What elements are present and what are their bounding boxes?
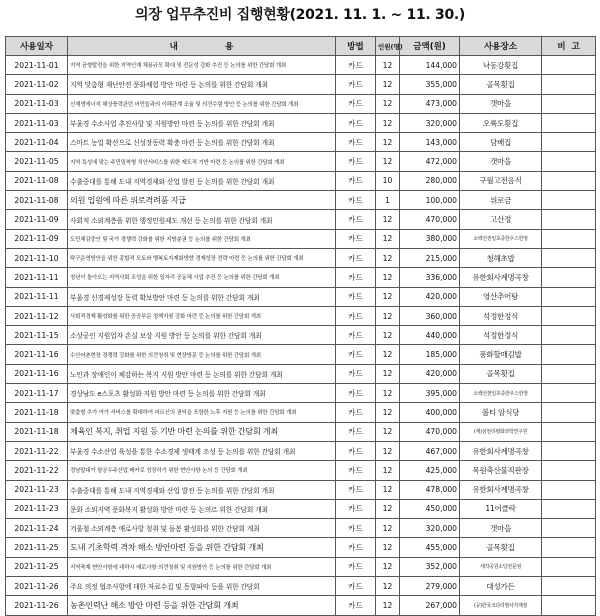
people-cell: 12 (376, 248, 400, 267)
place-cell: 볼티 암식당 (460, 403, 542, 422)
header-place: 사용장소 (460, 37, 542, 56)
method-cell: 카드 (336, 499, 376, 518)
note-cell (542, 364, 596, 383)
content-cell: 맞춤형 추가 여가 서비스를 확대하여 어르신의 권익을 포함한 노후 지원 등 논의를 위한 간담회 개최 (68, 403, 336, 422)
date-cell: 2021-11-22 (6, 461, 68, 480)
header-note: 비 고 (542, 37, 596, 56)
content-cell: 소상공인 지원업자 손실 보상 지원 방안 등 논의를 위한 간담회 개최 (68, 326, 336, 345)
content-cell: 도민체감중인 및 국가 경쟁력 강화를 위한 지방분권 등 논의를 위한 간담회 개최 (68, 229, 336, 248)
place-cell: 유한회사계명곡창 (460, 441, 542, 460)
note-cell (542, 152, 596, 171)
date-cell: 2021-11-22 (6, 441, 68, 460)
table-row (6, 538, 596, 557)
date-cell: 2021-11-25 (6, 557, 68, 576)
method-cell: 카드 (336, 75, 376, 94)
method-cell: 카드 (336, 268, 376, 287)
method-cell: 카드 (336, 364, 376, 383)
people-cell: 12 (376, 94, 400, 113)
content-cell: 사회적 소외계층을 위한 행정민원제도 개선 등 논의를 위한 간담회 개최 (68, 210, 336, 229)
method-cell: 카드 (336, 171, 376, 190)
method-cell: 카드 (336, 56, 376, 75)
people-cell: 12 (376, 519, 400, 538)
note-cell (542, 113, 596, 132)
amount-cell: 185,000 (400, 345, 460, 364)
note-cell (542, 210, 596, 229)
method-cell: 카드 (336, 152, 376, 171)
amount-cell: 472,000 (400, 152, 460, 171)
people-cell: 12 (376, 113, 400, 132)
amount-cell: 420,000 (400, 287, 460, 306)
content-cell: 경남말대가 항공우주산업 메카로 성장하기 위한 현안사항 논의 등 간담회 개최 (68, 461, 336, 480)
amount-cell: 144,000 (400, 56, 460, 75)
place-cell: (재)삼천리평화과학연구원 (460, 422, 542, 441)
method-cell: 카드 (336, 403, 376, 422)
content-cell: 지역 맞춤형 재난안전 문화체험 방안 마련 등 논의를 위한 간담회 개최 (68, 75, 336, 94)
people-cell: 12 (376, 229, 400, 248)
note-cell (542, 441, 596, 460)
people-cell: 12 (376, 268, 400, 287)
method-cell: 카드 (336, 519, 376, 538)
table-row (6, 557, 596, 576)
amount-cell: 355,000 (400, 75, 460, 94)
method-cell: 카드 (336, 287, 376, 306)
date-cell: 2021-11-04 (6, 133, 68, 152)
method-cell: 카드 (336, 384, 376, 403)
header-method: 방법 (336, 37, 376, 56)
place-cell: 목원축산물직판장 (460, 461, 542, 480)
table-row (6, 210, 596, 229)
date-cell: 2021-11-09 (6, 210, 68, 229)
note-cell (542, 345, 596, 364)
place-cell: 소백산천일호증한우스한정 (460, 229, 542, 248)
table-row (6, 133, 596, 152)
table-body (6, 56, 596, 616)
amount-cell: 320,000 (400, 519, 460, 538)
place-cell: 갯마을 (460, 152, 542, 171)
note-cell (542, 596, 596, 615)
people-cell: 12 (376, 75, 400, 94)
date-cell: 2021-11-10 (6, 248, 68, 267)
content-cell: 의원 입원에 따른 위로격려품 지급 (68, 191, 336, 210)
note-cell (542, 384, 596, 403)
people-cell: 12 (376, 596, 400, 615)
note-cell (542, 56, 596, 75)
date-cell: 2021-11-03 (6, 94, 68, 113)
table-row (6, 326, 596, 345)
table-row (6, 75, 596, 94)
amount-cell: 478,000 (400, 480, 460, 499)
method-cell: 카드 (336, 306, 376, 325)
date-cell: 2021-11-16 (6, 364, 68, 383)
date-cell: 2021-11-08 (6, 191, 68, 210)
content-cell: 청년이 돌아오는 지역사회 조성을 위한 일자리 공동체 사업 추진 등 논의를 위한 간담회 개최 (68, 268, 336, 287)
people-cell: 12 (376, 152, 400, 171)
expense-table (5, 36, 596, 616)
content-cell: 경상남도 e스포츠 활성화 지원 방안 마련 등 논의를 위한 간담회 개최 (68, 384, 336, 403)
amount-cell: 470,000 (400, 422, 460, 441)
place-cell: 담배집 (460, 133, 542, 152)
table-row (6, 94, 596, 113)
amount-cell: 352,000 (400, 557, 460, 576)
people-cell: 12 (376, 326, 400, 345)
people-cell: 12 (376, 499, 400, 518)
place-cell: 소백산천일호증한우스한정 (460, 384, 542, 403)
place-cell: 청해초밥 (460, 248, 542, 267)
table-row (6, 364, 596, 383)
content-cell: 지역축제 현안사항에 대하시 애로사항 의견청취 및 지원방안 등 논의를 위한 간담회 개최 (68, 557, 336, 576)
header-row (6, 37, 596, 56)
place-cell: 세작공원소당전문점 (460, 557, 542, 576)
method-cell: 카드 (336, 538, 376, 557)
content-cell: 겨울철 소외계층 애로사항 청취 및 돌봄 활성화를 위한 간담회 개최 (68, 519, 336, 538)
people-cell: 12 (376, 210, 400, 229)
content-cell: 지역 특성에 맞는 주민밀착형 치안서비스를 위한 제도적 기반 마련 등 논의를 위한 간담회 개최 (68, 152, 336, 171)
note-cell (542, 287, 596, 306)
note-cell (542, 422, 596, 441)
note-cell (542, 461, 596, 480)
method-cell: 카드 (336, 210, 376, 229)
content-cell: 농촌인력난 해소 방안 마련 등을 위한 간담회 개최 (68, 596, 336, 615)
place-cell: 대성가든 (460, 577, 542, 596)
people-cell: 12 (376, 287, 400, 306)
note-cell (542, 480, 596, 499)
place-cell: 유한회사계명곡창 (460, 268, 542, 287)
place-cell: 골목횟집 (460, 364, 542, 383)
table-row (6, 113, 596, 132)
method-cell: 카드 (336, 557, 376, 576)
place-cell: 갯마을 (460, 519, 542, 538)
method-cell: 카드 (336, 461, 376, 480)
table-row (6, 596, 596, 615)
people-cell: 12 (376, 384, 400, 403)
people-cell: 12 (376, 133, 400, 152)
amount-cell: 467,000 (400, 441, 460, 460)
content-cell: 탁구운영방안을 위한 종합적 모토와 행복토지제화방향 경제성장 전략 마련 등 논의를 위한 간담회 개최 (68, 248, 336, 267)
amount-cell: 336,000 (400, 268, 460, 287)
content-cell: 도내 기초학력 격차 해소 방안마련 등을 위한 간담회 개최 (68, 538, 336, 557)
content-cell: 문화 소외지역 문화복지 활성화 방안 마련 등 논의르 위한 간담회 개최 (68, 499, 336, 518)
content-cell: 주요 의정 협조사항에 대한 자료수집 및 동향파악 등을 위한 간담회 (68, 577, 336, 596)
place-cell: 골목횟집 (460, 75, 542, 94)
date-cell: 2021-11-26 (6, 577, 68, 596)
place-cell: 갯마을 (460, 94, 542, 113)
people-cell: 12 (376, 538, 400, 557)
place-cell: 유한회사계명곡창 (460, 480, 542, 499)
date-cell: 2021-11-23 (6, 480, 68, 499)
people-cell: 12 (376, 441, 400, 460)
note-cell (542, 171, 596, 190)
place-cell: 골목횟집 (460, 538, 542, 557)
note-cell (542, 75, 596, 94)
table-row (6, 499, 596, 518)
table-row (6, 345, 596, 364)
people-cell: 12 (376, 461, 400, 480)
table-row (6, 384, 596, 403)
date-cell: 2021-11-25 (6, 538, 68, 557)
table-row (6, 56, 596, 75)
place-cell: 풍화할매김밥 (460, 345, 542, 364)
date-cell: 2021-11-12 (6, 306, 68, 325)
place-cell: 고산정 (460, 210, 542, 229)
note-cell (542, 326, 596, 345)
people-cell: 12 (376, 364, 400, 383)
amount-cell: 279,000 (400, 577, 460, 596)
people-cell: 1 (376, 191, 400, 210)
date-cell: 2021-11-16 (6, 345, 68, 364)
people-cell: 12 (376, 403, 400, 422)
method-cell: 카드 (336, 229, 376, 248)
method-cell: 카드 (336, 441, 376, 460)
note-cell (542, 499, 596, 518)
content-cell: 사회적경제 활성화를 위한 공공부문 정책지원 강화 마련 등 논의를 위한 간담회 개최 (68, 306, 336, 325)
table-row (6, 171, 596, 190)
table-row (6, 268, 596, 287)
place-cell: 구월고전음식 (460, 171, 542, 190)
amount-cell: 215,000 (400, 248, 460, 267)
date-cell: 2021-11-24 (6, 519, 68, 538)
place-cell: 석정한정식 (460, 326, 542, 345)
people-cell: 12 (376, 345, 400, 364)
note-cell (542, 577, 596, 596)
table-row (6, 519, 596, 538)
place-cell: 11어클락 (460, 499, 542, 518)
table-row (6, 577, 596, 596)
amount-cell: 473,000 (400, 94, 460, 113)
amount-cell: 395,000 (400, 384, 460, 403)
amount-cell: 425,000 (400, 461, 460, 480)
note-cell (542, 94, 596, 113)
method-cell: 카드 (336, 191, 376, 210)
header-date: 사용일자 (6, 37, 68, 56)
date-cell: 2021-11-18 (6, 422, 68, 441)
content-cell: 수출중대를 통해 도내 지역경제와 산업 발전 등 논의를 위한 간담회 개최 (68, 480, 336, 499)
amount-cell: 440,000 (400, 326, 460, 345)
amount-cell: 455,000 (400, 538, 460, 557)
amount-cell: 420,000 (400, 364, 460, 383)
header-people: 인원(명) (376, 37, 400, 56)
header-content: 내 용 (68, 37, 336, 56)
note-cell (542, 306, 596, 325)
date-cell: 2021-11-26 (6, 596, 68, 615)
people-cell: 12 (376, 422, 400, 441)
note-cell (542, 133, 596, 152)
date-cell: 2021-11-11 (6, 268, 68, 287)
page-title: 의장 업무추진비 집행현황(2021. 11. 1. ~ 11. 30.) (134, 7, 466, 23)
people-cell: 12 (376, 557, 400, 576)
date-cell: 2021-11-17 (6, 384, 68, 403)
note-cell (542, 538, 596, 557)
method-cell: 카드 (336, 133, 376, 152)
people-cell: 12 (376, 306, 400, 325)
date-cell: 2021-11-05 (6, 152, 68, 171)
date-cell: 2021-11-01 (6, 56, 68, 75)
header-amount: 금액(원) (400, 37, 460, 56)
place-cell: 낙동강횟집 (460, 56, 542, 75)
amount-cell: 380,000 (400, 229, 460, 248)
table-row (6, 441, 596, 460)
method-cell: 카드 (336, 326, 376, 345)
method-cell: 카드 (336, 94, 376, 113)
content-cell: 부울경 신경제성장 동력 확보방안 마련 등 논의를 위한 간담회 개최 (68, 287, 336, 306)
content-cell: 노인과 장애인이 체감하는 복지 지원 방안 마련 등 논의를 위한 간담회 개최 (68, 364, 336, 383)
date-cell: 2021-11-09 (6, 229, 68, 248)
table-row (6, 480, 596, 499)
method-cell: 카드 (336, 577, 376, 596)
date-cell: 2021-11-18 (6, 403, 68, 422)
amount-cell: 450,000 (400, 499, 460, 518)
method-cell: 카드 (336, 345, 376, 364)
content-cell: 수산어촌현장 경쟁력 강화를 위한 의견청취 및 현장방문 등 논의를 위한 간담회 개최 (68, 345, 336, 364)
amount-cell: 267,000 (400, 596, 460, 615)
note-cell (542, 519, 596, 538)
note-cell (542, 557, 596, 576)
table-row (6, 287, 596, 306)
note-cell (542, 248, 596, 267)
table-row (6, 422, 596, 441)
table-row (6, 229, 596, 248)
place-cell: (공)한국코다리찜사지계점 (460, 596, 542, 615)
content-cell: 부울경 수소산업 육성을 통한 수소경제 생태계 조성 등 논의를 위한 간담회 개최 (68, 441, 336, 460)
amount-cell: 470,000 (400, 210, 460, 229)
amount-cell: 280,000 (400, 171, 460, 190)
amount-cell: 100,000 (400, 191, 460, 210)
note-cell (542, 229, 596, 248)
place-cell: 영산추어탕 (460, 287, 542, 306)
people-cell: 10 (376, 171, 400, 190)
table-row (6, 461, 596, 480)
table-row (6, 152, 596, 171)
note-cell (542, 191, 596, 210)
date-cell: 2021-11-08 (6, 171, 68, 190)
content-cell: 신재생에너지 해상풍력관련 어민들과의 이해관계 조율 및 의견수렴 방안 등 논의를 위한 간담회 개최 (68, 94, 336, 113)
method-cell: 카드 (336, 480, 376, 499)
amount-cell: 360,000 (400, 306, 460, 325)
content-cell: 체육인 복지, 취업 지원 등 기반 마련 논의를 위한 간담회 개최 (68, 422, 336, 441)
people-cell: 12 (376, 56, 400, 75)
amount-cell: 143,000 (400, 133, 460, 152)
method-cell: 카드 (336, 422, 376, 441)
content-cell: 스마트 농업 확산으로 신성장동력 확충 마련 등 논의를 위한 간담회 개최 (68, 133, 336, 152)
date-cell: 2021-11-11 (6, 287, 68, 306)
note-cell (542, 403, 596, 422)
amount-cell: 320,000 (400, 113, 460, 132)
place-cell: 위로금 (460, 191, 542, 210)
place-cell: 오륙도횟집 (460, 113, 542, 132)
place-cell: 석정한정식 (460, 306, 542, 325)
content-cell: 부울경 수소사업 추진사항 및 지원방안 마련 등 논의를 위한 간담회 개최 (68, 113, 336, 132)
people-cell: 12 (376, 480, 400, 499)
date-cell: 2021-11-15 (6, 326, 68, 345)
date-cell: 2021-11-23 (6, 499, 68, 518)
method-cell: 카드 (336, 248, 376, 267)
content-cell: 지역 균형발전을 위한 지역인재 채용규모 확대 및 전문성 강화 추진 등 논의를 위한 간담회 개최 (68, 56, 336, 75)
table-row (6, 248, 596, 267)
table-row (6, 403, 596, 422)
method-cell: 카드 (336, 596, 376, 615)
table-row (6, 191, 596, 210)
date-cell: 2021-11-02 (6, 75, 68, 94)
amount-cell: 400,000 (400, 403, 460, 422)
date-cell: 2021-11-03 (6, 113, 68, 132)
note-cell (542, 268, 596, 287)
table-row (6, 306, 596, 325)
method-cell: 카드 (336, 113, 376, 132)
content-cell: 수출중대를 통해 도내 지역경제와 산업 발전 등 논의를 위한 간담회 개최 (68, 171, 336, 190)
people-cell: 12 (376, 577, 400, 596)
